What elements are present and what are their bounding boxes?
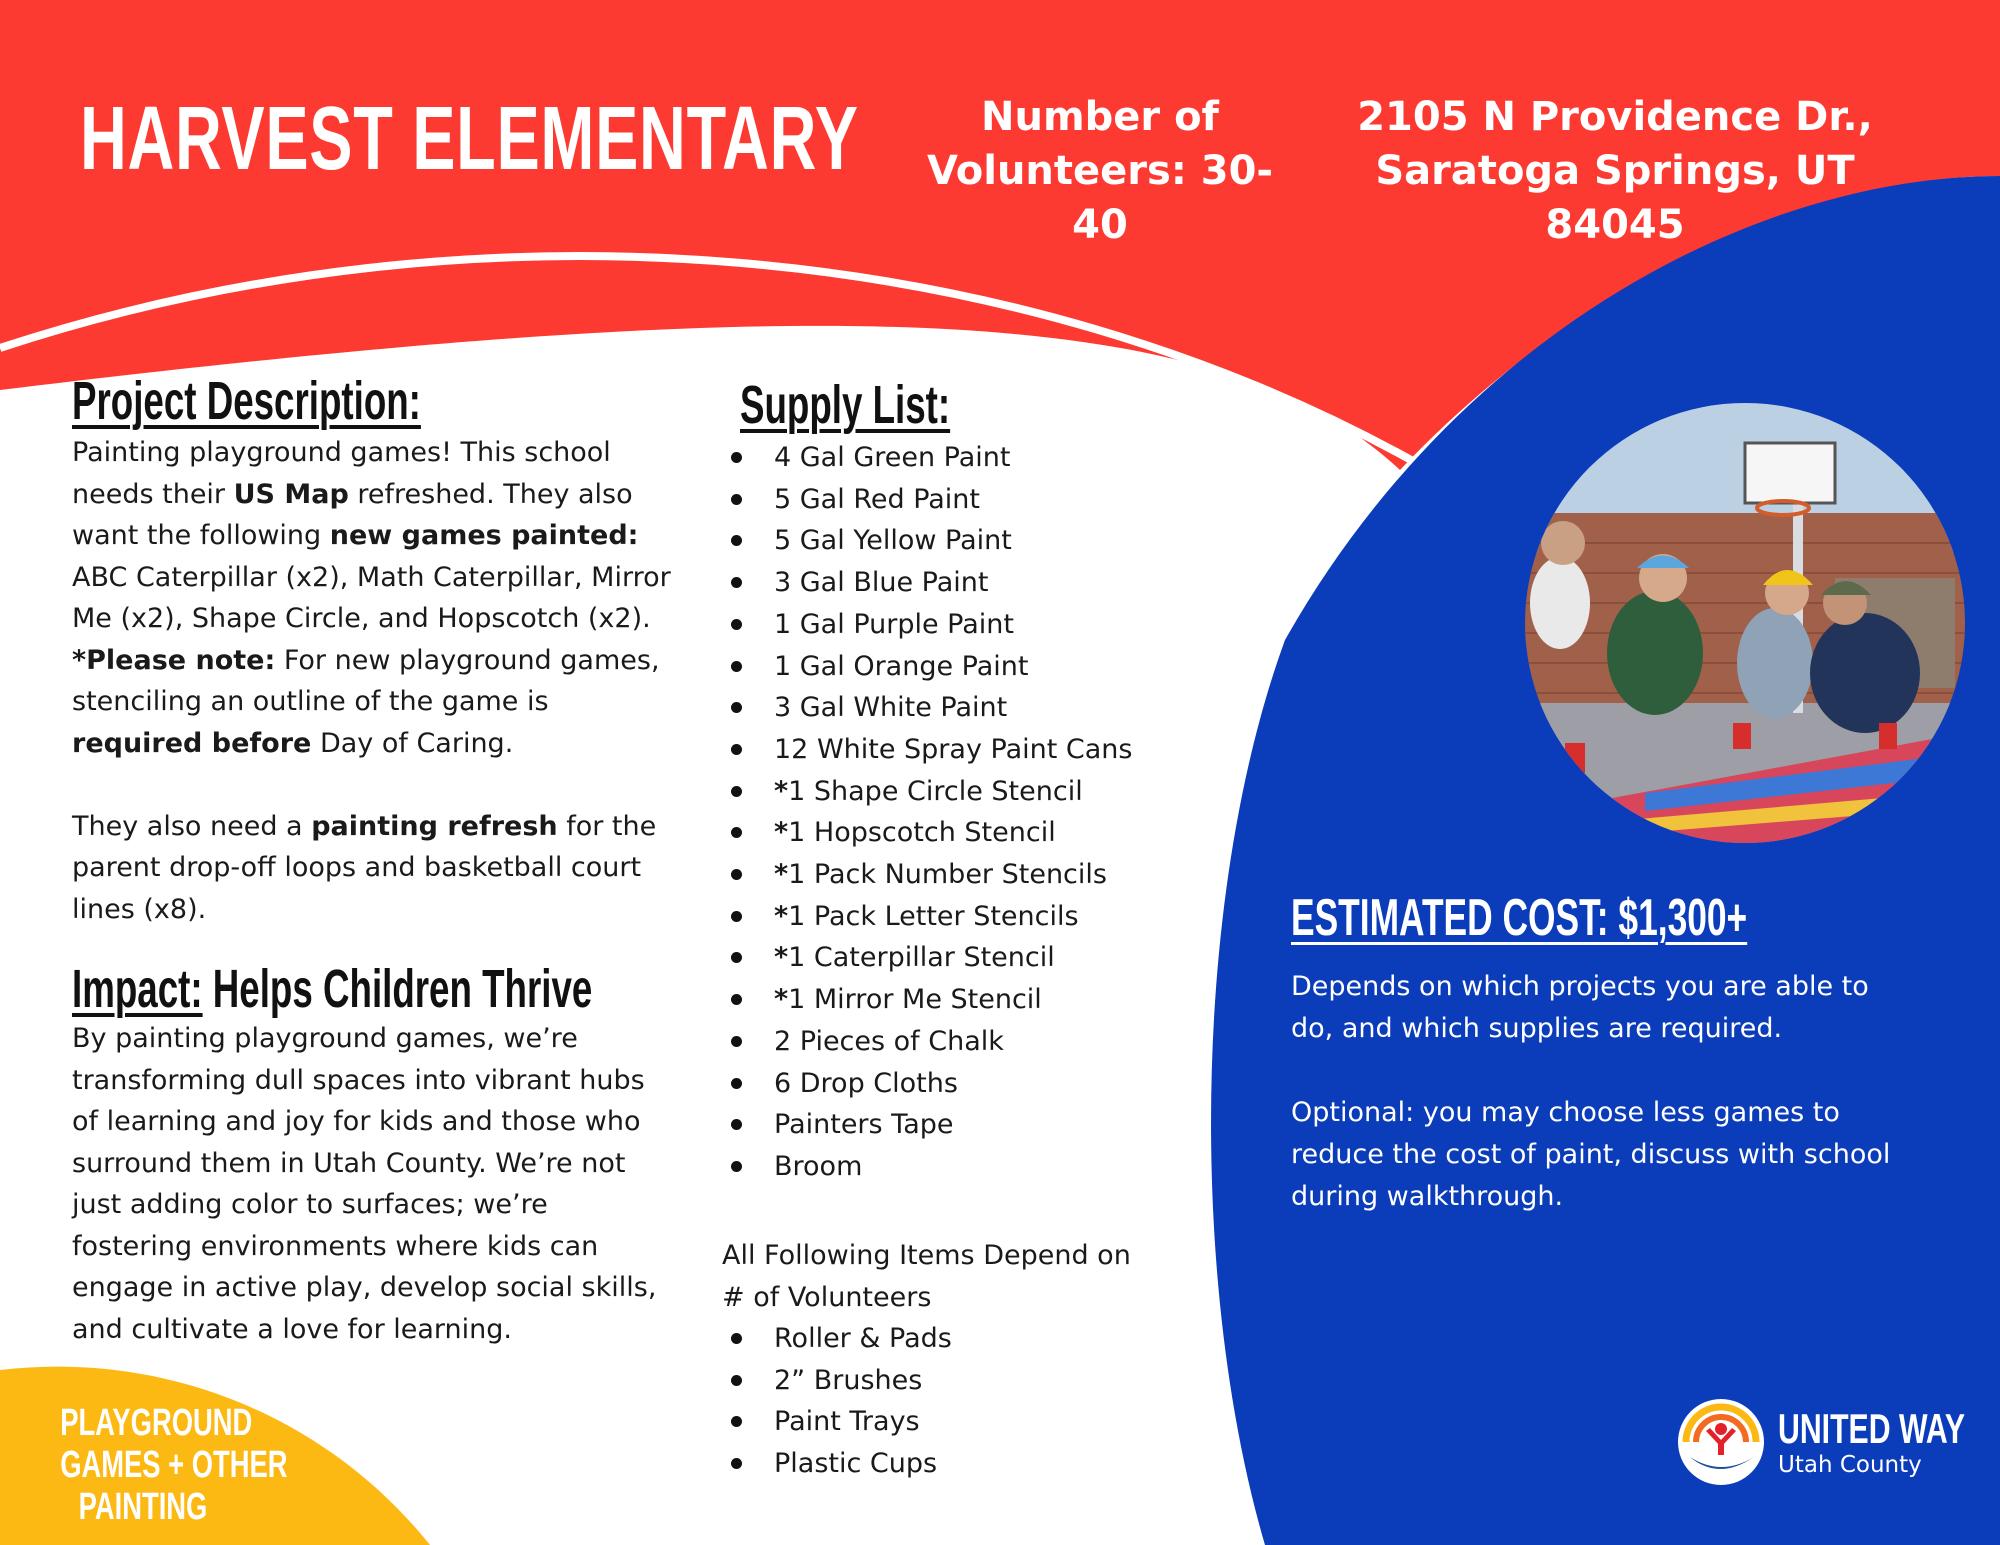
- supply-list-heading: [740, 374, 950, 436]
- supply-item-text: 6 Drop Cloths: [774, 1067, 958, 1099]
- supply-item-text: 1 Pack Number Stencils: [788, 859, 1107, 891]
- desc-text: Painting playground games! This school needs their: [72, 437, 611, 510]
- desc-bold: new games painted:: [329, 520, 639, 551]
- stencil-marker: *: [774, 900, 789, 932]
- category-line3: PAINTING: [78, 1486, 208, 1528]
- stencil-marker: *: [774, 984, 789, 1016]
- supply-item: [722, 520, 1133, 562]
- volunteer-dependent-item: Plastic Cups: [722, 1443, 952, 1485]
- supply-item-text: Broom: [774, 1150, 863, 1182]
- supply-item-text: 1 Shape Circle Stencil: [788, 775, 1083, 807]
- desc-bold: painting refresh: [311, 810, 558, 842]
- supply-item-text: 5 Gal Yellow Paint: [774, 525, 1012, 557]
- cost-note-1: Depends on which projects you are able to do, and which supplies are required.: [1291, 971, 1869, 1044]
- supply-item: [722, 1104, 1133, 1146]
- supply-item-text: 1 Pack Letter Stencils: [788, 900, 1079, 932]
- project-description-paragraph-2: [72, 806, 672, 931]
- supply-item-text: 3 Gal Blue Paint: [774, 567, 989, 599]
- category-line2: GAMES + OTHER: [60, 1444, 288, 1486]
- supply-item-text: 4 Gal Green Paint: [774, 442, 1011, 473]
- project-category: [28, 1402, 288, 1528]
- supply-item: [722, 771, 1133, 813]
- desc-text: refreshed. They also want the following: [72, 478, 633, 551]
- impact-heading: [72, 958, 592, 1020]
- supply-item: [722, 646, 1133, 688]
- desc-bold: required before: [72, 727, 312, 759]
- estimated-cost-heading-text: ESTIMATED COST: $1,300+: [1291, 889, 1748, 947]
- volunteers-painting-photo: [1525, 403, 1965, 843]
- desc-text: ABC Caterpillar (x2), Math Caterpillar, Mirror Me (x2), Shape Circle, and Hopscotch (x2).: [72, 561, 671, 634]
- volunteer-dependent-note: All Following Items Depend on # of Volunteers: [722, 1240, 1131, 1313]
- supply-item-text: 1 Hopscotch Stencil: [788, 817, 1056, 849]
- volunteer-dependent-list: [722, 1318, 952, 1485]
- supply-item: [722, 937, 1133, 979]
- volunteer-dependent-item: Paint Trays: [722, 1401, 952, 1443]
- supply-item-text: 1 Caterpillar Stencil: [788, 942, 1055, 974]
- logo-subtitle: Utah County: [1778, 1452, 1922, 1478]
- desc-text: for the parent drop-off loops and basketball court lines (x8).: [72, 810, 657, 925]
- supply-item: [722, 812, 1133, 854]
- supply-item: [722, 854, 1133, 896]
- project-description-heading: [72, 370, 421, 432]
- supply-item: [722, 1146, 1133, 1188]
- stencil-marker: *: [774, 942, 789, 974]
- supply-item: [722, 479, 1133, 521]
- project-description-heading-text: Project Description:: [72, 371, 421, 431]
- supply-item-text: Painters Tape: [774, 1109, 954, 1141]
- supply-item: [722, 896, 1133, 938]
- supply-item: [722, 729, 1133, 771]
- desc-text: For new playground games, stenciling an outline of the game is: [72, 644, 660, 717]
- volunteer-count-line1: Number of: [981, 94, 1219, 140]
- cost-note-2: Optional: you may choose less games to reduce the cost of paint, discuss with school during walkthrough.: [1291, 1097, 1891, 1212]
- supply-item: [722, 1021, 1133, 1063]
- desc-text: They also need a: [72, 810, 312, 842]
- address-line2: Saratoga Springs, UT: [1375, 148, 1855, 194]
- volunteer-count: [905, 90, 1295, 252]
- school-name: HARVEST ELEMENTARY: [80, 89, 859, 189]
- supply-item-text: 5 Gal Red Paint: [774, 483, 981, 515]
- desc-bold: US Map: [233, 478, 349, 510]
- stencil-marker: *: [774, 775, 789, 807]
- desc-text: Day of Caring.: [311, 727, 514, 759]
- impact-heading-text: Helps Children Thrive: [202, 959, 593, 1019]
- category-line1: PLAYGROUND: [60, 1402, 253, 1444]
- stencil-marker: *: [774, 817, 789, 849]
- supply-item: [722, 604, 1133, 646]
- supply-item: [722, 687, 1133, 729]
- impact-text: By painting playground games, we’re transforming dull spaces into vibrant hubs of learning and joy for kids and those who surround them in Utah County. We’re not just adding color to surfaces; we’re fostering environments where kids can engage in active play, develop social skills, and cultivate a love for learning.: [72, 1023, 657, 1345]
- logo-title: UNITED WAY: [1778, 1405, 1966, 1452]
- supply-list-heading-text: Supply List:: [740, 375, 951, 435]
- desc-bold: *Please note:: [72, 644, 276, 676]
- address-line3: 84045: [1545, 202, 1685, 248]
- project-description-paragraph-1: [72, 432, 672, 764]
- project-description: [72, 432, 672, 930]
- supply-item-text: 2 Pieces of Chalk: [774, 1025, 1004, 1057]
- stencil-marker: *: [774, 859, 789, 891]
- supply-item: [722, 1063, 1133, 1105]
- supply-item-text: 1 Gal Orange Paint: [774, 650, 1029, 682]
- supply-item: [722, 562, 1133, 604]
- impact-heading-label: Impact:: [72, 959, 203, 1019]
- volunteer-count-line2: Volunteers: 30-40: [926, 148, 1273, 248]
- volunteer-dependent-item: Roller & Pads: [722, 1318, 952, 1360]
- volunteer-dependent-item: 2” Brushes: [722, 1360, 952, 1402]
- estimated-cost-heading: [1291, 888, 1747, 948]
- supply-list: [722, 437, 1133, 1188]
- school-address: [1345, 90, 1885, 252]
- supply-item-text: 3 Gal White Paint: [774, 692, 1008, 724]
- supply-item: [722, 979, 1133, 1021]
- address-line1: 2105 N Providence Dr.,: [1357, 94, 1873, 140]
- supply-item-text: 1 Mirror Me Stencil: [788, 984, 1042, 1016]
- supply-item-text: 12 White Spray Paint Cans: [774, 733, 1133, 765]
- supply-item: [722, 437, 1133, 479]
- estimated-cost-notes: [1291, 966, 1911, 1218]
- supply-item-text: 1 Gal Purple Paint: [774, 608, 1014, 640]
